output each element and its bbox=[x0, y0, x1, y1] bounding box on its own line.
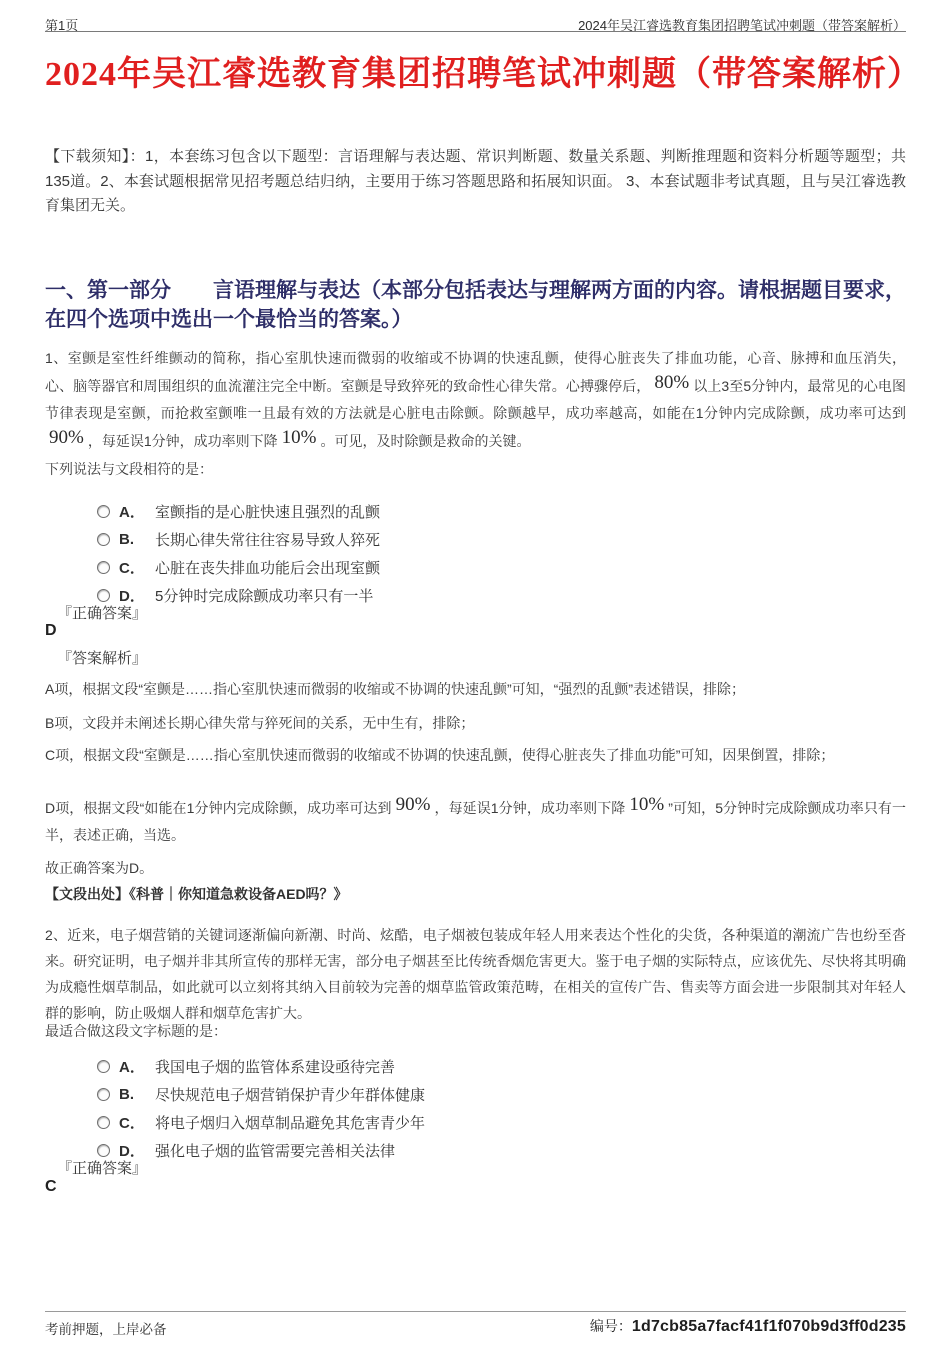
question-1-options bbox=[97, 497, 380, 609]
question-1-stem bbox=[45, 345, 906, 455]
q1-correct-answer-value: D bbox=[45, 622, 57, 639]
option-text: 强化电子烟的监管需要完善相关法律 bbox=[155, 1142, 396, 1160]
q1-option-b[interactable] bbox=[97, 525, 380, 553]
radio-button-icon[interactable] bbox=[97, 1088, 110, 1101]
option-letter: A． bbox=[119, 503, 145, 521]
option-letter: B. bbox=[119, 530, 134, 548]
question-1-prompt: 下列说法与文段相符的是： bbox=[45, 461, 213, 477]
q1-option-a[interactable] bbox=[97, 497, 380, 525]
question-2-prompt: 最适合做这段文字标题的是： bbox=[45, 1023, 227, 1039]
download-notice: 【下载须知】：1，本套练习包含以下题型：言语理解与表达题、常识判断题、数量关系题、判断推理题和资料分析题等题型；共135道。2、本套试题根据常见招考题总结归纳，主要用于练习答题思路和拓展知识面。 3、本套试题非考试真题，且与吴江睿选教育集团无关。 bbox=[45, 148, 906, 214]
section-heading: 一、第一部分 言语理解与表达（本部分包括表达与理解两方面的内容。请根据题目要求，在四个选项中选出一个最恰当的答案。） bbox=[45, 278, 906, 331]
doc-id-value: 1d7cb85a7facf41f1f070b9d3ff0d235 bbox=[631, 1318, 906, 1335]
q1-formula-10pct: 10% bbox=[281, 427, 317, 448]
footer-doc-id bbox=[590, 1316, 906, 1336]
q1-analysis-label: 『答案解析』 bbox=[57, 651, 148, 667]
option-text: 长期心律失常往往容易导致人猝死 bbox=[155, 531, 381, 549]
q2-correct-answer-value: C bbox=[45, 1178, 57, 1195]
doc-id-label: 编号： bbox=[589, 1318, 632, 1334]
header-doc-title: 2024年吴江睿选教育集团招聘笔试冲刺题（带答案解析） bbox=[578, 18, 906, 33]
q1-analysis-d-text: ”可知，5分钟时完成除颤成功率只有一半，表述正确，当选。 bbox=[45, 800, 906, 843]
radio-button-icon[interactable] bbox=[97, 533, 110, 546]
q1-formula-90pct: 90% bbox=[49, 427, 84, 448]
q1-analysis-formula-10pct: 10% bbox=[629, 794, 665, 815]
radio-button-icon[interactable] bbox=[97, 589, 110, 602]
option-text: 5分钟时完成除颤成功率只有一半 bbox=[155, 587, 374, 605]
q1-stem-text: 1、室颤是室性纤维颤动的简称，指心室肌快速而微弱的收缩或不协调的快速乱颤，使得心脏丧失了排血功能，心音、脉搏和血压消失，心、脑等器官和周围组织的血流灌注完全中断。室颤是导致猝死的致命性心律失常。心搏骤停后， bbox=[45, 350, 906, 394]
q2-option-c[interactable] bbox=[97, 1108, 425, 1136]
option-letter: C． bbox=[119, 1114, 145, 1132]
option-text: 尽快规范电子烟营销保护青少年群体健康 bbox=[155, 1086, 426, 1104]
q1-analysis-b: B项，文段并未阐述长期心律失常与猝死间的关系，无中生有，排除； bbox=[45, 715, 475, 731]
option-letter: B. bbox=[119, 1085, 134, 1103]
q1-stem-text: 以上3至5分钟内，最常见的心电图节律表现是室颤，而抢救室颤唯一且最有效的方法就是心脏电击除颤。除颤越早，成功率越高，如能在1分钟内完成除颤，成功率可达到 bbox=[45, 378, 907, 421]
option-text: 室颤指的是心脏快速且强烈的乱颤 bbox=[155, 503, 381, 521]
header-rule bbox=[45, 31, 906, 32]
header-page-number: 第1页 bbox=[45, 18, 79, 33]
radio-button-icon[interactable] bbox=[97, 1060, 110, 1073]
q1-analysis-d bbox=[45, 794, 906, 849]
q1-analysis-formula-90pct: 90% bbox=[395, 794, 431, 815]
radio-button-icon[interactable] bbox=[97, 505, 110, 518]
question-2-options bbox=[97, 1052, 425, 1164]
q2-correct-answer-label: 『正确答案』 bbox=[57, 1161, 148, 1177]
question-2-stem: 2、近来，电子烟营销的关键词逐渐偏向新潮、时尚、炫酷，电子烟被包装成年轻人用来表达个性化的尖货，各种渠道的潮流广告也纷至沓来。研究证明，电子烟并非其所宣传的那样无害，部分电子烟甚至比传统香烟危害更大。鉴于电子烟的实际特点，应该优先、尽快将其明确为成瘾性烟草制品，如此就可以立刻将其纳入目前较为完善的烟草监管政策范畴，在相关的宣传广告、售卖等方面会进一步限制其对年轻人群的影响，防止吸烟人群和烟草危害扩大。 bbox=[45, 927, 906, 1021]
q1-source: 【文段出处】《科普｜你知道急救设备AED吗？》 bbox=[45, 886, 348, 902]
q1-option-c[interactable] bbox=[97, 553, 380, 581]
q2-option-a[interactable] bbox=[97, 1052, 425, 1080]
option-letter: D． bbox=[119, 1142, 145, 1160]
q1-formula-80pct: 80% bbox=[654, 372, 690, 393]
option-letter: A． bbox=[119, 1058, 145, 1076]
doc-title: 2024年吴江睿选教育集团招聘笔试冲刺题（带答案解析） bbox=[45, 56, 922, 93]
q1-analysis-c: C项，根据文段“室颤是……指心室肌快速而微弱的收缩或不协调的快速乱颤，使得心脏丧失了排血功能”可知，因果倒置，排除； bbox=[45, 747, 835, 763]
footer-slogan: 考前押题，上岸必备 bbox=[45, 1322, 167, 1337]
q1-stem-text: 。可见，及时除颤是救命的关键。 bbox=[320, 433, 531, 449]
option-letter: C． bbox=[119, 559, 145, 577]
option-text: 心脏在丧失排血功能后会出现室颤 bbox=[155, 559, 381, 577]
q1-stem-text: ，每延误1分钟，成功率则下降 bbox=[87, 433, 278, 449]
option-text: 我国电子烟的监管体系建设亟待完善 bbox=[155, 1058, 396, 1076]
q1-analysis-a: A项，根据文段“室颤是……指心室肌快速而微弱的收缩或不协调的快速乱颤”可知，“强烈的乱颤”表述错误，排除； bbox=[45, 681, 745, 697]
radio-button-icon[interactable] bbox=[97, 1144, 110, 1157]
radio-button-icon[interactable] bbox=[97, 561, 110, 574]
q1-analysis-d-text: D项，根据文段“如能在1分钟内完成除颤，成功率可达到 bbox=[45, 800, 392, 816]
q1-correct-answer-label: 『正确答案』 bbox=[57, 606, 148, 622]
radio-button-icon[interactable] bbox=[97, 1116, 110, 1129]
option-text: 将电子烟归入烟草制品避免其危害青少年 bbox=[155, 1114, 426, 1132]
q1-conclusion: 故正确答案为D。 bbox=[45, 860, 154, 876]
q1-analysis-d-text: ，每延误1分钟，成功率则下降 bbox=[434, 800, 626, 816]
footer-rule bbox=[45, 1311, 906, 1312]
option-letter: D． bbox=[119, 587, 145, 605]
q2-option-b[interactable] bbox=[97, 1080, 425, 1108]
